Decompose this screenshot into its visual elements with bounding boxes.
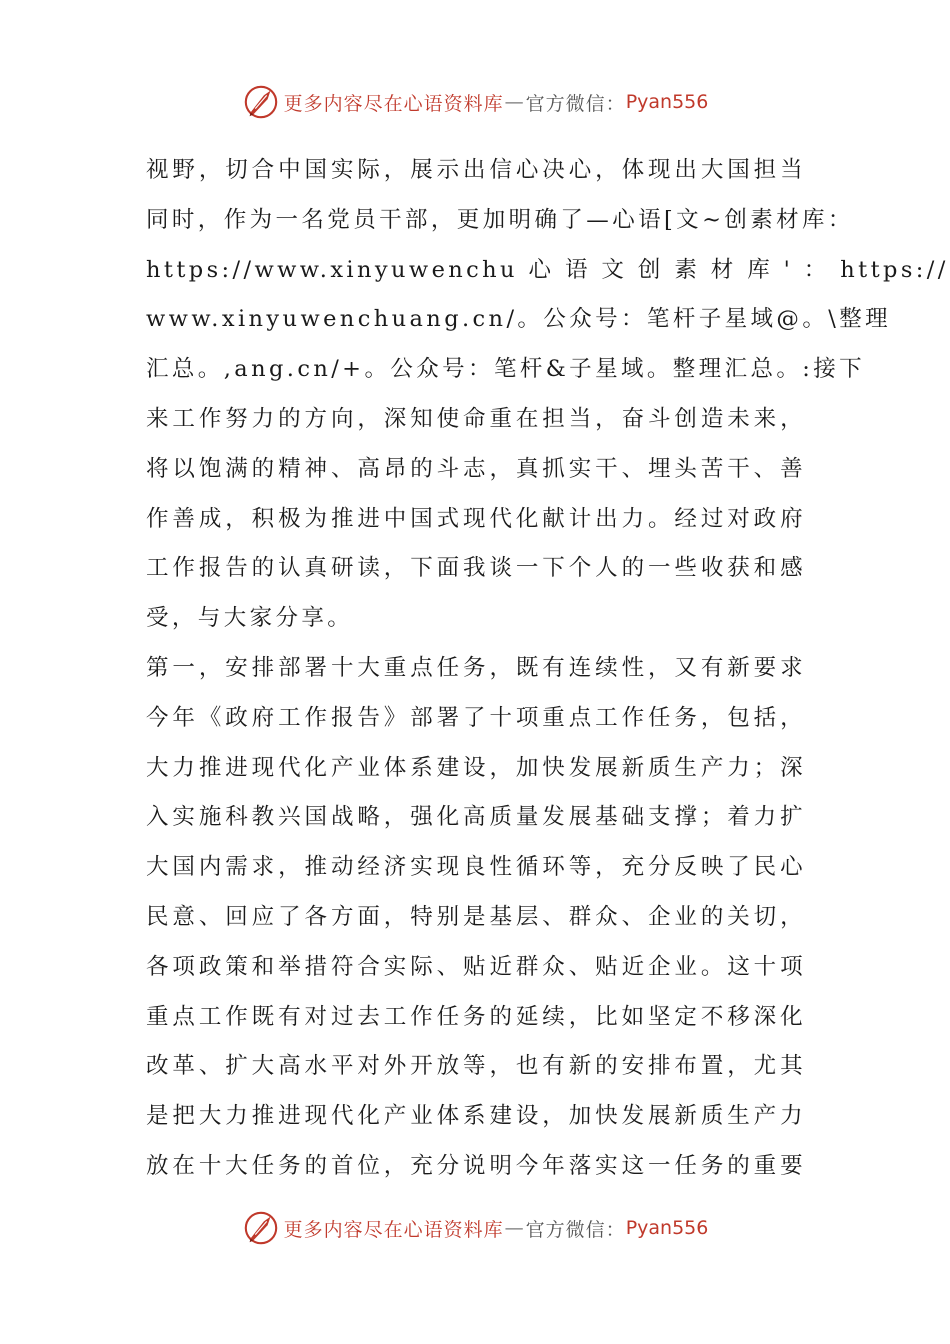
text-line: https://www.xinyuwenchu 心 语 文 创 素 材 库 ' ： https:// bbox=[146, 256, 949, 283]
text-line: 是把大力推进现代化产业体系建设，加快发展新质生产力 bbox=[146, 1103, 806, 1130]
banner-wechat-label: 官方微信： bbox=[525, 92, 626, 115]
text-line: www.xinyuwenchuang.cn/。公众号：笔杆子星域@。\整理 bbox=[146, 306, 892, 333]
banner-wechat-label: 官方微信： bbox=[525, 1218, 626, 1241]
banner-wechat-id: Pyan556 bbox=[625, 1217, 709, 1239]
text-line: 将以饱满的精神、高昂的斗志，真抓实干、埋头苦干、善 bbox=[146, 455, 806, 482]
text-line: 重点工作既有对过去工作任务的延续，比如坚定不移深化 bbox=[146, 1003, 806, 1030]
header-banner bbox=[0, 82, 950, 122]
document-body bbox=[146, 146, 949, 1192]
footer-banner bbox=[0, 1208, 950, 1248]
text-line: 大国内需求，推动经济实现良性循环等，充分反映了民心 bbox=[146, 854, 806, 881]
text-line: 改革、扩大高水平对外开放等，也有新的安排布置，尤其 bbox=[146, 1053, 806, 1080]
text-line: 汇总。,ang.cn/+。公众号：笔杆&子星域。整理汇总。:接下 bbox=[146, 356, 866, 383]
banner-wechat-id: Pyan556 bbox=[625, 91, 709, 113]
text-line: 入实施科教兴国战略，强化高质量发展基础支撑；着力扩 bbox=[146, 804, 806, 831]
text-line: 来工作努力的方向，深知使命重在担当，奋斗创造未来， bbox=[146, 405, 806, 432]
banner-separator: — bbox=[504, 91, 525, 113]
text-line: 今年《政府工作报告》部署了十项重点工作任务，包括， bbox=[146, 704, 806, 731]
pen-nib-logo-icon bbox=[242, 1209, 280, 1247]
banner-title: 更多内容尽在心语资料库 bbox=[283, 92, 504, 115]
banner-title: 更多内容尽在心语资料库 bbox=[283, 1218, 504, 1241]
text-line: 视野，切合中国实际，展示出信心决心，体现出大国担当 bbox=[146, 157, 806, 183]
text-line: 大力推进现代化产业体系建设，加快发展新质生产力；深 bbox=[146, 754, 806, 781]
text-line: 受，与大家分享。 bbox=[146, 605, 354, 632]
section-heading: 第一，安排部署十大重点任务，既有连续性，又有新要求 bbox=[146, 654, 806, 681]
text-line: 民意、回应了各方面，特别是基层、群众、企业的关切， bbox=[146, 903, 806, 930]
text-line: 各项政策和举措符合实际、贴近群众、贴近企业。这十项 bbox=[146, 953, 806, 980]
banner-separator: — bbox=[504, 1217, 525, 1239]
text-line: 放在十大任务的首位，充分说明今年落实这一任务的重要 bbox=[146, 1152, 806, 1179]
text-line: 工作报告的认真研读，下面我谈一下个人的一些收获和感 bbox=[146, 555, 806, 582]
text-line: 同时，作为一名党员干部，更加明确了—心语[文~创素材库： bbox=[146, 206, 854, 233]
text-line: 作善成，积极为推进中国式现代化献计出力。经过对政府 bbox=[146, 505, 806, 532]
pen-nib-logo-icon bbox=[242, 83, 280, 121]
